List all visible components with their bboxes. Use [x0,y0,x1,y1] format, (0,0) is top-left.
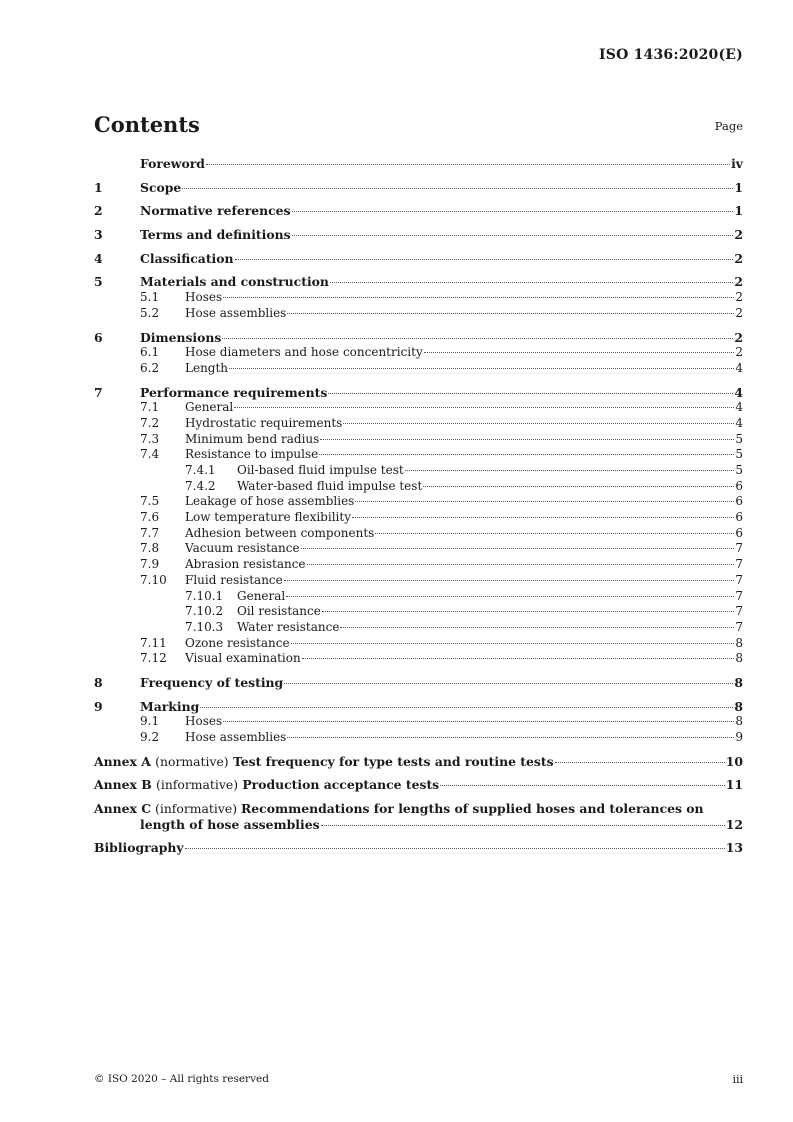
dot-leader [555,762,725,763]
annex-label: Annex B [94,777,152,793]
dot-leader [424,352,735,353]
toc-entry-number: 1 [94,179,103,195]
toc-entry-page: 2 [735,345,743,360]
toc-entry-page: 2 [734,227,743,243]
toc-entry-title: Oil resistance [237,604,321,619]
annex-title-line2: length of hose assemblies [140,816,320,832]
dot-leader [287,313,734,314]
toc-entry-page: 5 [735,463,743,477]
toc-entry-title: Adhesion between components [185,525,375,540]
toc-entry[interactable] [94,330,743,346]
toc-entry[interactable] [94,573,743,589]
annex-heading [94,777,439,793]
toc-entry-title: Hydrostatic requirements [185,415,343,430]
toc-entry-number: 7.10 [140,572,167,587]
toc-entry[interactable] [94,620,743,636]
annex-kind: (informative) [156,777,239,793]
toc-entry-page: 8 [734,698,743,714]
annex-title-line1: Recommendations for lengths of supplied hoses and tolerances on [240,801,704,817]
dot-leader [291,643,735,644]
toc-entry-page: 6 [735,510,743,525]
dot-leader [328,393,733,394]
toc-entry[interactable] [94,510,743,526]
toc-entry[interactable] [94,385,743,401]
toc-entry[interactable] [94,675,743,691]
copyright-notice: © ISO 2020 – All rights reserved [94,1073,269,1085]
toc-entry-page: 9 [735,730,743,744]
toc-entry[interactable] [94,156,743,172]
toc-entry[interactable] [94,463,743,479]
dot-leader [222,338,733,339]
toc-entry[interactable] [94,730,743,746]
dot-leader [223,297,734,298]
toc-entry-title: Visual examination [185,651,301,666]
toc-entry-number: 7.10.3 [185,619,224,634]
toc-entry-title: Hoses [185,290,223,305]
toc-entry-number: 9.2 [140,730,160,744]
dot-leader [319,454,734,455]
toc-entry-number: 7.4.1 [185,463,216,477]
toc-entry-number: 7.8 [140,541,160,556]
dot-leader [292,211,734,212]
annex-second-line [94,817,743,833]
toc-entry-title: Length [185,360,229,375]
toc-entry-page: 2 [734,274,743,290]
toc-entry[interactable] [94,227,743,243]
toc-entry-number: 7.6 [140,510,160,525]
toc-entry-title: General [185,400,234,415]
toc-entry[interactable] [94,361,743,377]
toc-entry[interactable] [94,400,743,416]
toc-entry-number: 7.1 [140,400,160,415]
toc-entry-title: Frequency of testing [140,674,284,690]
toc-entry[interactable] [94,714,743,730]
dot-leader [321,825,725,826]
toc-entry-number: 7.12 [140,651,167,666]
toc-entry-page: 10 [725,753,743,769]
annex-first-line [94,801,743,817]
dot-leader [340,627,734,628]
toc-entry-number: 7.2 [140,415,160,430]
toc-entry-title: Hose assemblies [185,730,287,744]
dot-leader [322,611,735,612]
toc-entry[interactable] [94,699,743,715]
annex-heading [94,754,554,770]
toc-entry-title: Abrasion resistance [185,557,306,572]
toc-entry-number: 7.4 [140,447,160,462]
toc-entry-title: Dimensions [140,329,222,345]
dot-leader [287,737,734,738]
toc-entry-title: Performance requirements [140,384,328,400]
toc-annex-entry[interactable] [94,754,743,770]
toc-entry[interactable] [94,345,743,361]
toc-entry-page: 4 [735,415,743,430]
dot-leader [229,368,734,369]
toc-entry-page: 5 [735,431,743,446]
toc-entry-number: 7.5 [140,494,160,509]
toc-entry-page: 2 [734,329,743,345]
toc-entry-number: 7.11 [140,635,167,650]
toc-entry[interactable] [94,180,743,196]
dot-leader [307,564,735,565]
toc-entry-page: 8 [735,714,743,729]
annex-title: Production acceptance tests [242,777,440,793]
toc-entry-page: 6 [735,494,743,509]
document-id: ISO 1436:2020(E) [599,47,743,63]
annex-kind: (informative) [155,801,238,817]
dot-leader [375,533,734,534]
toc-entry-page: 2 [734,250,743,266]
dot-leader [423,486,734,487]
toc-entry[interactable] [94,447,743,463]
toc-entry[interactable] [94,479,743,495]
toc-entry-title: Normative references [140,203,291,219]
toc-entry-title: Leakage of hose assemblies [185,494,355,509]
dot-leader [235,259,734,260]
toc-entry-page: 8 [735,651,743,666]
toc-entry-page: 7 [735,557,743,572]
toc-entry[interactable] [94,589,743,605]
toc-entry-page: 4 [734,384,743,400]
toc-entry-number: 7.9 [140,557,160,572]
dot-leader [405,470,735,471]
toc-entry-number: 7 [94,384,103,400]
table-of-contents [94,156,743,856]
toc-entry-title: Bibliography [94,840,184,856]
annex-label: Annex A [94,753,151,769]
toc-entry[interactable] [94,651,743,667]
toc-entry-page: 6 [735,525,743,540]
toc-entry-title: Ozone resistance [185,635,290,650]
toc-entry-page: 6 [735,478,743,493]
toc-entry-page: iv [731,156,743,171]
toc-entry-page: 7 [735,541,743,556]
toc-entry[interactable] [94,203,743,219]
toc-entry-title: Low temperature flexibility [185,510,351,525]
dot-leader [185,848,725,849]
toc-entry[interactable] [94,416,743,432]
toc-entry-page: 4 [735,400,743,415]
toc-entry-page: 2 [735,305,743,320]
page-column-label: Page [714,119,743,133]
dot-leader [355,501,734,502]
dot-leader [223,721,734,722]
toc-entry-title: Minimum bend radius [185,431,320,446]
dot-leader [286,596,734,597]
toc-entry-number: 2 [94,203,103,219]
toc-entry-page: 12 [725,816,743,832]
toc-entry-title: Water resistance [237,619,340,634]
toc-entry[interactable] [94,494,743,510]
toc-entry-number: 8 [94,674,103,690]
toc-entry[interactable] [94,557,743,573]
toc-entry-title: Scope [140,179,182,195]
toc-entry-title: Terms and definitions [140,227,291,243]
toc-entry-title: Hose diameters and hose concentricity [185,345,423,360]
toc-entry-title: Resistance to impulse [185,447,319,462]
toc-entry-number: 5.1 [140,290,160,305]
toc-entry[interactable] [94,290,743,306]
toc-entry-number: 4 [94,250,103,266]
toc-entry[interactable] [94,541,743,557]
toc-entry-number: 7.3 [140,431,160,446]
toc-entry-title: Vacuum resistance [185,541,300,556]
toc-entry[interactable] [94,306,743,322]
dot-leader [284,683,733,684]
toc-entry-number: 7.4.2 [185,478,216,493]
toc-entry-page: 5 [735,447,743,462]
dot-leader [302,658,735,659]
toc-entry-number: 9.1 [140,714,160,729]
contents-heading: Contents [94,112,200,137]
dot-leader [330,282,733,283]
toc-entry-page: 8 [735,635,743,650]
toc-entry-number: 7.10.2 [185,604,224,619]
toc-entry-title: General [237,588,286,603]
toc-entry-page: 7 [735,619,743,634]
toc-entry-page: 13 [725,840,743,856]
dot-leader [206,164,730,165]
dot-leader [200,707,733,708]
toc-entry-page: 2 [735,290,743,305]
toc-entry-title: Hose assemblies [185,305,287,320]
toc-entry-title: Water-based fluid impulse test [237,478,423,493]
dot-leader [352,517,734,518]
toc-entry[interactable] [94,274,743,290]
dot-leader [440,785,725,786]
page-number: iii [732,1073,743,1086]
toc-entry-page: 1 [734,203,743,219]
dot-leader [301,548,735,549]
dot-leader [292,235,734,236]
dot-leader [234,407,734,408]
toc-annex-entry[interactable] [94,777,743,793]
toc-entry-number: 5.2 [140,305,160,320]
toc-entry-number: 6.1 [140,345,160,360]
toc-entry-number: 3 [94,227,103,243]
toc-entry-number: 9 [94,698,103,714]
toc-entry-number: 7.10.1 [185,588,224,603]
toc-entry-page: 8 [734,674,743,690]
toc-annex-entry[interactable] [94,801,743,832]
toc-entry-number: 7.7 [140,525,160,540]
toc-entry-page: 1 [734,179,743,195]
toc-entry-number: 5 [94,274,103,290]
toc-bibliography-entry[interactable] [94,840,743,856]
dot-leader [182,188,733,189]
toc-entry-title: Oil-based fluid impulse test [237,463,404,477]
toc-entry[interactable] [94,526,743,542]
toc-entry-title: Materials and construction [140,274,329,290]
toc-entry[interactable] [94,251,743,267]
toc-entry-number: 6.2 [140,360,160,375]
toc-entry-page: 7 [735,588,743,603]
toc-entry-page: 4 [735,360,743,375]
toc-entry-title: Foreword [140,156,205,171]
toc-entry[interactable] [94,432,743,448]
toc-entry[interactable] [94,604,743,620]
annex-title: Test frequency for type tests and routine tests [232,753,554,769]
toc-entry-page: 11 [725,777,743,793]
toc-entry-page: 7 [735,572,743,587]
toc-entry-page: 7 [735,604,743,619]
annex-kind: (normative) [155,753,229,769]
toc-entry-number: 6 [94,329,103,345]
toc-entry-title: Hoses [185,714,223,729]
dot-leader [320,439,734,440]
dot-leader [343,423,734,424]
annex-label: Annex C [94,801,152,817]
toc-entry-title: Classification [140,250,234,266]
dot-leader [284,580,735,581]
toc-entry-title: Marking [140,698,200,714]
toc-entry-title: Fluid resistance [185,572,283,587]
toc-entry[interactable] [94,636,743,652]
